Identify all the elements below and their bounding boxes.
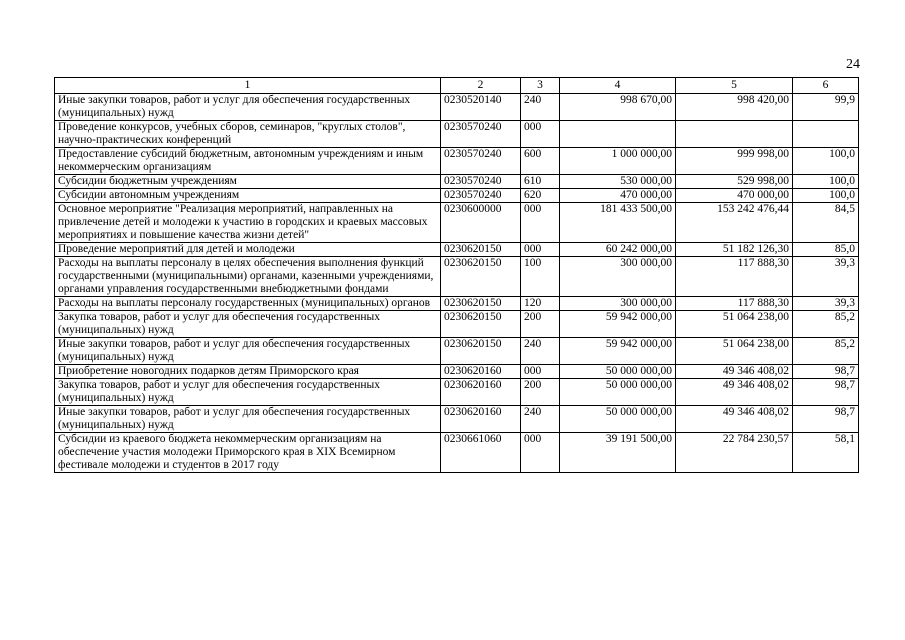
row-name-cell: Закупка товаров, работ и услуг для обеспечения государственных (муниципальных) нужд — [55, 311, 441, 338]
header-cell: 1 — [55, 78, 441, 94]
table-header-row — [55, 78, 859, 94]
row-percent-cell: 100,0 — [793, 189, 859, 203]
row-name-cell: Субсидии бюджетным учреждениям — [55, 175, 441, 189]
row-name-cell: Субсидии из краевого бюджета некоммерческим организациям на обеспечение участия молодежи Приморского края в XIX Всемирном фестивале молодежи и студентов в 2017 году — [55, 433, 441, 473]
row-plan-cell: 59 942 000,00 — [560, 311, 676, 338]
row-percent-cell: 39,3 — [793, 297, 859, 311]
row-plan-cell: 60 242 000,00 — [560, 243, 676, 257]
row-code-cell: 0230570240 — [441, 175, 521, 189]
table-body — [55, 94, 859, 473]
row-plan-cell: 39 191 500,00 — [560, 433, 676, 473]
page-number: 24 — [846, 57, 860, 72]
row-percent-cell: 99,9 — [793, 94, 859, 121]
row-name-cell: Иные закупки товаров, работ и услуг для обеспечения государственных (муниципальных) нужд — [55, 406, 441, 433]
row-name-cell: Предоставление субсидий бюджетным, автономным учреждениям и иным некоммерческим организациям — [55, 148, 441, 175]
header-cell: 3 — [521, 78, 560, 94]
row-percent-cell — [793, 121, 859, 148]
header-cell: 2 — [441, 78, 521, 94]
row-name-cell: Расходы на выплаты персоналу в целях обеспечения выполнения функций государственными (муниципальными) органами, казенными учреждениями, органами управления государственными внебюджетными фондами — [55, 257, 441, 297]
header-cell: 6 — [793, 78, 859, 94]
row-kind-cell: 240 — [521, 338, 560, 365]
row-fact-cell: 51 064 238,00 — [676, 338, 793, 365]
row-kind-cell: 240 — [521, 406, 560, 433]
row-name-cell: Закупка товаров, работ и услуг для обеспечения государственных (муниципальных) нужд — [55, 379, 441, 406]
row-plan-cell: 181 433 500,00 — [560, 203, 676, 243]
row-plan-cell: 59 942 000,00 — [560, 338, 676, 365]
row-fact-cell: 49 346 408,02 — [676, 379, 793, 406]
table-row — [55, 148, 859, 175]
table-row — [55, 94, 859, 121]
row-percent-cell: 85,0 — [793, 243, 859, 257]
row-plan-cell: 300 000,00 — [560, 257, 676, 297]
table-row — [55, 338, 859, 365]
row-percent-cell: 98,7 — [793, 406, 859, 433]
header-cell: 5 — [676, 78, 793, 94]
row-fact-cell: 51 064 238,00 — [676, 311, 793, 338]
row-kind-cell: 200 — [521, 311, 560, 338]
row-kind-cell: 000 — [521, 121, 560, 148]
row-code-cell: 0230620160 — [441, 406, 521, 433]
row-code-cell: 0230570240 — [441, 189, 521, 203]
table-row — [55, 175, 859, 189]
row-plan-cell: 50 000 000,00 — [560, 365, 676, 379]
row-fact-cell: 117 888,30 — [676, 297, 793, 311]
row-name-cell: Субсидии автономным учреждениям — [55, 189, 441, 203]
row-kind-cell: 100 — [521, 257, 560, 297]
row-code-cell: 0230570240 — [441, 121, 521, 148]
row-code-cell: 0230520140 — [441, 94, 521, 121]
table-row — [55, 433, 859, 473]
table-row — [55, 243, 859, 257]
row-plan-cell: 1 000 000,00 — [560, 148, 676, 175]
row-fact-cell: 470 000,00 — [676, 189, 793, 203]
row-name-cell: Иные закупки товаров, работ и услуг для обеспечения государственных (муниципальных) нужд — [55, 338, 441, 365]
row-name-cell: Проведение мероприятий для детей и молодежи — [55, 243, 441, 257]
row-percent-cell: 100,0 — [793, 148, 859, 175]
row-code-cell: 0230620150 — [441, 257, 521, 297]
row-fact-cell: 529 998,00 — [676, 175, 793, 189]
row-kind-cell: 600 — [521, 148, 560, 175]
row-kind-cell: 610 — [521, 175, 560, 189]
row-kind-cell: 000 — [521, 365, 560, 379]
table-row — [55, 203, 859, 243]
row-code-cell: 0230600000 — [441, 203, 521, 243]
row-plan-cell: 998 670,00 — [560, 94, 676, 121]
table-row — [55, 379, 859, 406]
row-plan-cell: 530 000,00 — [560, 175, 676, 189]
row-percent-cell: 100,0 — [793, 175, 859, 189]
row-fact-cell: 49 346 408,02 — [676, 406, 793, 433]
row-name-cell: Приобретение новогодних подарков детям Приморского края — [55, 365, 441, 379]
row-name-cell: Иные закупки товаров, работ и услуг для обеспечения государственных (муниципальных) нужд — [55, 94, 441, 121]
row-percent-cell: 39,3 — [793, 257, 859, 297]
row-name-cell: Проведение конкурсов, учебных сборов, семинаров, "круглых столов", научно-практических конференций — [55, 121, 441, 148]
row-percent-cell: 58,1 — [793, 433, 859, 473]
row-kind-cell: 000 — [521, 243, 560, 257]
row-percent-cell: 98,7 — [793, 365, 859, 379]
table-row — [55, 297, 859, 311]
row-plan-cell: 50 000 000,00 — [560, 379, 676, 406]
table-row — [55, 257, 859, 297]
row-kind-cell: 200 — [521, 379, 560, 406]
row-code-cell: 0230620150 — [441, 338, 521, 365]
row-percent-cell: 85,2 — [793, 338, 859, 365]
row-plan-cell: 470 000,00 — [560, 189, 676, 203]
row-fact-cell: 117 888,30 — [676, 257, 793, 297]
table-row — [55, 121, 859, 148]
row-percent-cell: 98,7 — [793, 379, 859, 406]
budget-table — [54, 77, 859, 473]
row-plan-cell — [560, 121, 676, 148]
table-row — [55, 189, 859, 203]
row-kind-cell: 620 — [521, 189, 560, 203]
row-fact-cell: 49 346 408,02 — [676, 365, 793, 379]
table-row — [55, 406, 859, 433]
row-fact-cell: 51 182 126,30 — [676, 243, 793, 257]
row-fact-cell — [676, 121, 793, 148]
row-code-cell: 0230620150 — [441, 243, 521, 257]
row-percent-cell: 84,5 — [793, 203, 859, 243]
row-plan-cell: 300 000,00 — [560, 297, 676, 311]
table-row — [55, 311, 859, 338]
row-kind-cell: 240 — [521, 94, 560, 121]
row-kind-cell: 000 — [521, 433, 560, 473]
row-plan-cell: 50 000 000,00 — [560, 406, 676, 433]
row-code-cell: 0230620150 — [441, 297, 521, 311]
row-code-cell: 0230661060 — [441, 433, 521, 473]
table-row — [55, 365, 859, 379]
row-fact-cell: 999 998,00 — [676, 148, 793, 175]
row-code-cell: 0230620150 — [441, 311, 521, 338]
row-kind-cell: 000 — [521, 203, 560, 243]
row-name-cell: Основное мероприятие "Реализация мероприятий, направленных на привлечение детей и молодежи к участию в городских и краевых массовых мероприятиях и повышение качества жизни детей" — [55, 203, 441, 243]
row-kind-cell: 120 — [521, 297, 560, 311]
row-name-cell: Расходы на выплаты персоналу государственных (муниципальных) органов — [55, 297, 441, 311]
row-fact-cell: 998 420,00 — [676, 94, 793, 121]
row-percent-cell: 85,2 — [793, 311, 859, 338]
row-code-cell: 0230570240 — [441, 148, 521, 175]
header-cell: 4 — [560, 78, 676, 94]
row-code-cell: 0230620160 — [441, 379, 521, 406]
row-fact-cell: 22 784 230,57 — [676, 433, 793, 473]
row-fact-cell: 153 242 476,44 — [676, 203, 793, 243]
row-code-cell: 0230620160 — [441, 365, 521, 379]
